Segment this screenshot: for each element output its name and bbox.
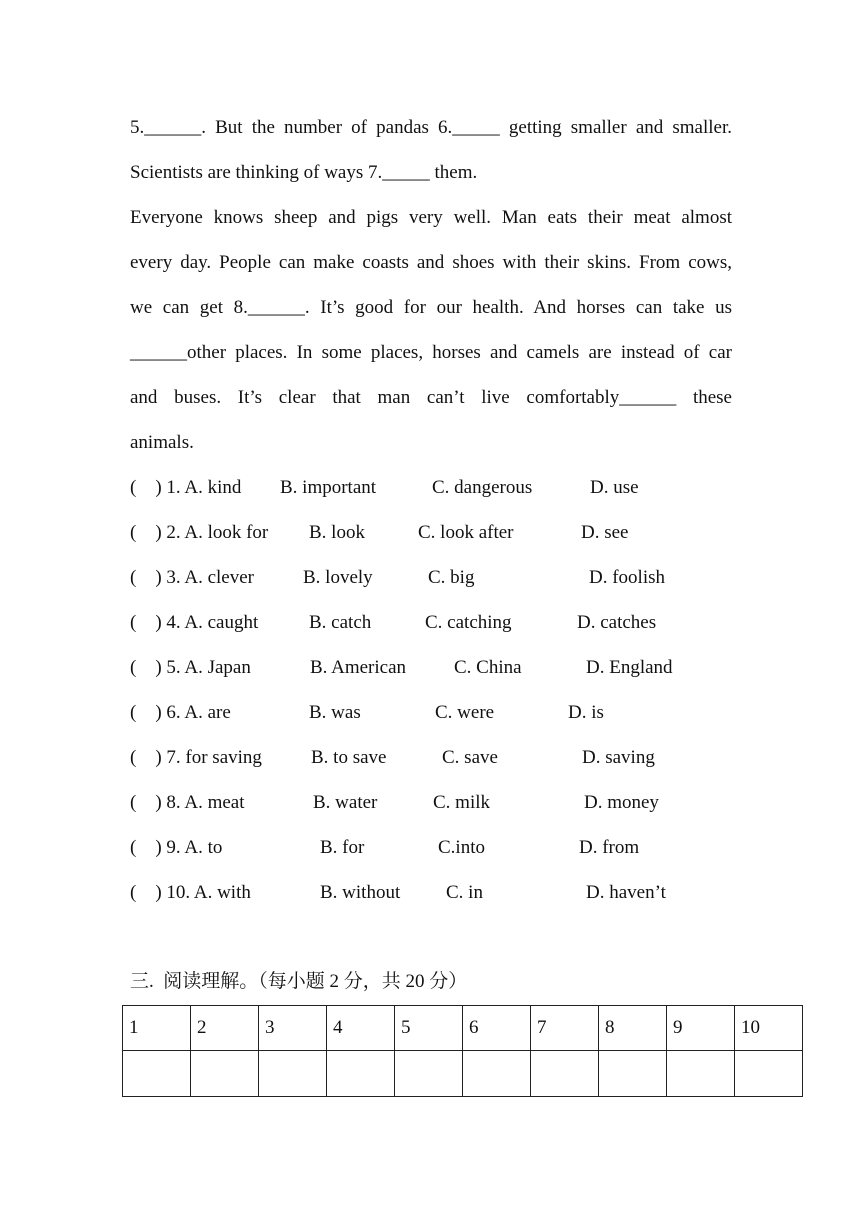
question-2-c: C. look after <box>418 522 514 543</box>
answer-table-header: 6 <box>463 1006 531 1051</box>
answer-cell[interactable] <box>667 1051 735 1097</box>
question-9-d: D. from <box>579 837 640 858</box>
question-5-d: D. England <box>586 657 673 678</box>
question-10-a: ( ) 10. A. with <box>130 882 251 903</box>
question-7-b: B. to save <box>311 747 387 768</box>
question-4-a: ( ) 4. A. caught <box>130 612 259 633</box>
answer-table-header: 9 <box>667 1006 735 1051</box>
answer-cell[interactable] <box>395 1051 463 1097</box>
passage-line-7: and buses. It’s clear that man can’t live comfortably______ these <box>130 387 732 408</box>
answer-table-header: 5 <box>395 1006 463 1051</box>
question-1-c: C. dangerous <box>432 477 533 498</box>
passage-line-6: ______other places. In some places, horses and camels are instead of car <box>130 342 732 363</box>
question-10-b: B. without <box>320 882 401 903</box>
question-6-c: C. were <box>435 702 495 723</box>
question-4-d: D. catches <box>577 612 657 633</box>
answer-table-header: 2 <box>191 1006 259 1051</box>
question-5-a: ( ) 5. A. Japan <box>130 657 251 678</box>
answer-table-header: 1 <box>123 1006 191 1051</box>
answer-cell[interactable] <box>599 1051 667 1097</box>
question-8-b: B. water <box>313 792 378 813</box>
section-3-title: 三. 阅读理解。（每小题 2 分，共 20 分） <box>130 971 468 992</box>
passage-line-5: we can get 8.______. It’s good for our health. And horses can take us <box>130 297 732 318</box>
question-4-b: B. catch <box>309 612 372 633</box>
question-8-a: ( ) 8. A. meat <box>130 792 245 813</box>
question-6-a: ( ) 6. A. are <box>130 702 231 723</box>
question-9-b: B. for <box>320 837 365 858</box>
answer-table-header: 4 <box>327 1006 395 1051</box>
question-6-d: D. is <box>568 702 604 723</box>
question-7-c: C. save <box>442 747 498 768</box>
question-9-a: ( ) 9. A. to <box>130 837 223 858</box>
question-3-b: B. lovely <box>303 567 373 588</box>
question-6-b: B. was <box>309 702 361 723</box>
question-3-c: C. big <box>428 567 475 588</box>
answer-cell[interactable] <box>327 1051 395 1097</box>
answer-table-header: 7 <box>531 1006 599 1051</box>
question-1-d: D. use <box>590 477 639 498</box>
answer-cell[interactable] <box>123 1051 191 1097</box>
question-7-d: D. saving <box>582 747 655 768</box>
question-8-c: C. milk <box>433 792 491 813</box>
answer-cell[interactable] <box>531 1051 599 1097</box>
question-10-d: D. haven’t <box>586 882 666 903</box>
question-4-c: C. catching <box>425 612 512 633</box>
passage-line-1: 5.______. But the number of pandas 6._____ getting smaller and smaller. <box>130 117 732 138</box>
question-5-b: B. American <box>310 657 407 678</box>
question-9-c: C.into <box>438 837 485 858</box>
question-1-b: B. important <box>280 477 377 498</box>
answer-table-header: 8 <box>599 1006 667 1051</box>
question-10-c: C. in <box>446 882 483 903</box>
passage-line-4: every day. People can make coasts and shoes with their skins. From cows, <box>130 252 732 273</box>
answer-table <box>122 1005 803 1097</box>
passage-line-3: Everyone knows sheep and pigs very well. Man eats their meat almost <box>130 207 732 228</box>
question-1-a: ( ) 1. A. kind <box>130 477 242 498</box>
question-2-d: D. see <box>581 522 629 543</box>
question-2-b: B. look <box>309 522 365 543</box>
answer-table-header: 10 <box>735 1006 803 1051</box>
answer-table-header-row <box>123 1006 803 1051</box>
answer-cell[interactable] <box>191 1051 259 1097</box>
question-3-d: D. foolish <box>589 567 665 588</box>
answer-table-header: 3 <box>259 1006 327 1051</box>
passage-line-8: animals. <box>130 432 194 453</box>
answer-cell[interactable] <box>259 1051 327 1097</box>
question-7-a: ( ) 7. for saving <box>130 747 262 768</box>
answer-cell[interactable] <box>735 1051 803 1097</box>
answer-cell[interactable] <box>463 1051 531 1097</box>
question-2-a: ( ) 2. A. look for <box>130 522 269 543</box>
question-5-c: C. China <box>454 657 522 678</box>
question-3-a: ( ) 3. A. clever <box>130 567 254 588</box>
question-8-d: D. money <box>584 792 659 813</box>
answer-table-answer-row <box>123 1051 803 1097</box>
passage-line-2: Scientists are thinking of ways 7._____ them. <box>130 162 478 183</box>
